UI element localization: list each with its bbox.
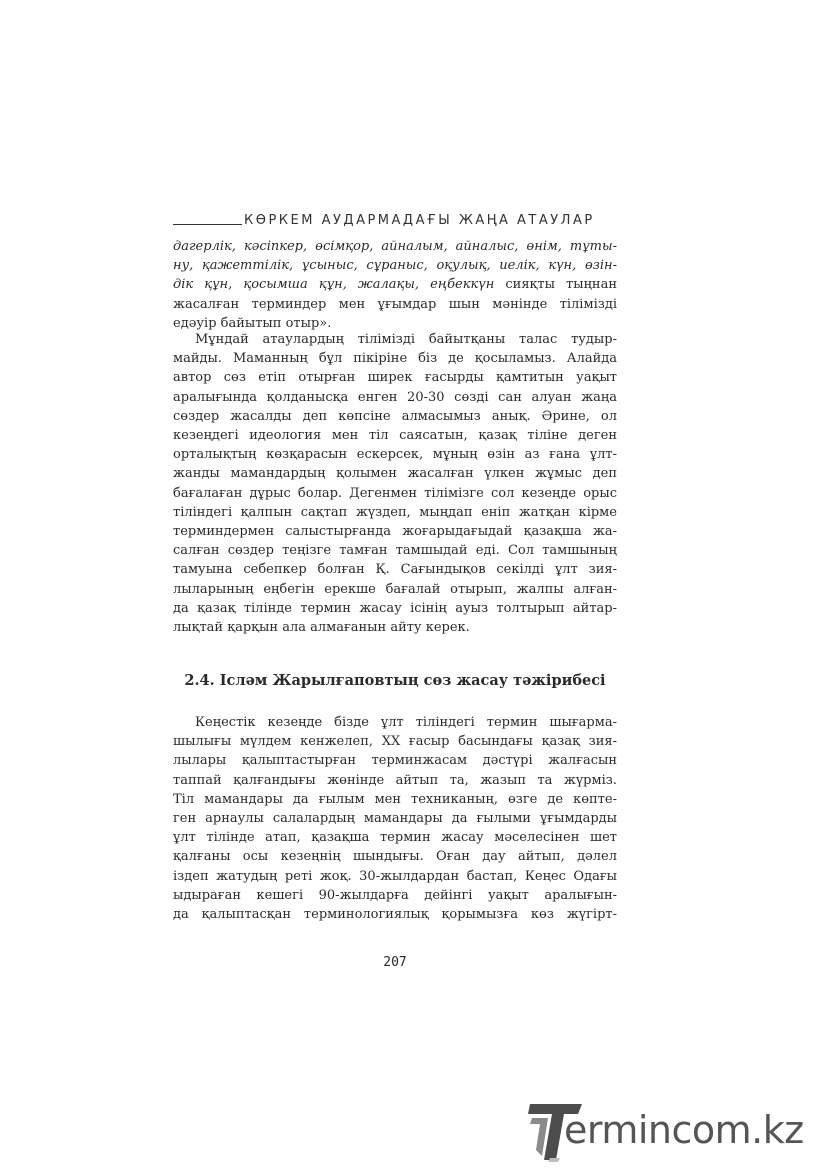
text-line: терминдермен салыстырғанда жоғарыдағыдай қазақша жа-: [173, 524, 617, 540]
text-line: да қазақ тілінде термин жасау ісінің ауыз толтырып айтар-: [173, 600, 617, 616]
italic-terms: ну, қажеттілік, ұсыныс, сұраныс, оқулық, иелік, күн, өзін-: [173, 258, 617, 274]
italic-terms: дагерлік, кәсіпкер, өсімқор, айналым, айналыс, өнім, тұты-: [173, 239, 617, 254]
text-line: аралығында қолданысқа енген 20-30 сөзді сан алуан жаңа: [173, 389, 617, 405]
text-line: ген арнаулы салалардың мамандары да ғылыми ұғымдарды: [173, 811, 617, 827]
logo-text-domain: .kz: [751, 1108, 804, 1152]
text-line: кезеңдегі идеология мен тіл саясатын, қазақ тіліне деген: [173, 428, 617, 444]
logo-wordmark: [564, 1108, 804, 1152]
text-line: жанды мамандардың қолымен жасалған үлкен жұмыс деп: [173, 466, 617, 482]
text-line: таппай қалғандығы жөнінде айтып та, жазып та жүрміз.: [173, 772, 617, 788]
paragraph-naming-assessment: [173, 330, 617, 637]
text-line: тамуына себепкер болған Қ. Сағындықов секілді ұлт зия-: [173, 562, 617, 578]
italic-terms: дік құн, қосымша құн, жалақы, еңбеккүн: [173, 277, 495, 293]
paragraph-soviet-period: [173, 713, 617, 924]
page-number: 207: [383, 955, 407, 970]
text-line: Кеңестік кезеңде бізде ұлт тіліндегі термин шығарма-: [195, 715, 617, 730]
text-line: бағалаған дұрыс болар. Дегенмен тілімізге сол кезеңде орыс: [173, 485, 617, 501]
text-line: сөздер жасалды деп көпсіне алмасымыз анық. Әрине, ол: [173, 408, 617, 424]
section-heading: 2.4. Іслəм Жарылғаповтың сөз жасау тəжірибесі: [184, 672, 606, 689]
text-line: салған сөздер теңізге тамған тамшыдай еді. Сол тамшының: [173, 543, 617, 559]
text-line: шылығы мүлдем кенжелеп, ХХ ғасыр басындағы қазақ зия-: [173, 734, 617, 750]
text-line: Мұндай атаулардың тілімізді байытқаны талас тудыр-: [195, 332, 617, 347]
book-page: [173, 0, 617, 1169]
text-line: іздеп жатудың реті жоқ. 30-жылдардан бастап, Кеңес Одағы: [173, 868, 617, 884]
paragraph-continued: [173, 237, 617, 333]
text-line: тіліндегі қалпын сақтап жүздеп, мыңдап еніп жатқан кірме: [173, 504, 617, 520]
text-line: дік құн, қосымша құн, жалақы, еңбеккүн сияқты тыңнан: [173, 277, 617, 293]
termincom-logo: [526, 1100, 822, 1164]
text-line: жасалған терминдер мен ұғымдар шын мәнінде тілімізді: [173, 296, 617, 312]
text-line: едәуір байытып отыр».: [173, 315, 332, 331]
text-line: [173, 237, 617, 256]
text-line: ұлт тілінде атап, қазақша термин жасау мәселесінен шет: [173, 830, 617, 846]
text-line: лыларының еңбегін ерекше бағалай отырып, жалпы алған-: [173, 581, 617, 597]
text-line: лылары қалыптастырған терминжасам дәстүрі жалғасын: [173, 753, 617, 769]
running-title: КӨРКЕМ АУДАРМАДАҒЫ ЖАҢА АТАУЛАР: [244, 212, 595, 228]
text-line: да қалыптасқан терминологиялық қорымызға көз жүгірт-: [173, 907, 617, 923]
text-line: орталықтың көзқарасын ескерсек, мұның өзін аз ғана ұлт-: [173, 447, 617, 463]
text-line: [173, 256, 617, 275]
text-line: Тіл мамандары да ғылым мен техниканың, өзге де көпте-: [173, 791, 617, 807]
header-rule: [173, 224, 242, 225]
text-line: лықтай қарқын ала алмағанын айту керек.: [173, 620, 470, 636]
running-header: [173, 209, 617, 231]
text-line: ыдыраған кешегі 90-жылдарға дейінгі уақыт аралығын-: [173, 887, 617, 903]
text-line: қалғаны осы кезеңнің шындығы. Оған дау айтып, дәлел: [173, 849, 617, 865]
text-line: автор сөз етіп отырған ширек ғасырды қамтитын уақыт: [173, 370, 617, 386]
logo-text-main: ermincom: [564, 1108, 752, 1152]
text-line: майды. Маманның бұл пікіріне біз де қосыламыз. Алайда: [173, 351, 617, 367]
